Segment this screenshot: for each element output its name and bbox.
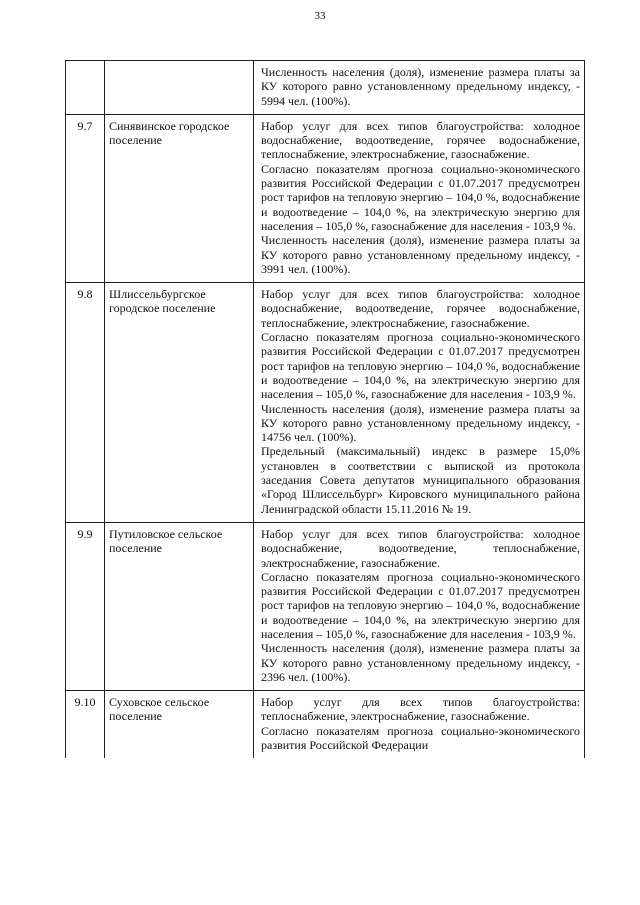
description-cell	[254, 114, 585, 282]
settlement-name: Синявинское городское поселение	[105, 114, 254, 282]
tariff-table	[65, 60, 585, 758]
settlement-name: Суховское сельское поселение	[105, 691, 254, 759]
description-paragraph: Численность населения (доля), изменение размера платы за КУ которого равно установленному предельному индексу, - 5994 чел. (100%).	[261, 65, 580, 108]
description-paragraph: Согласно показателям прогноза социально-экономического развития Российской Федерации с 01.07.2017 предусмотрен рост тарифов на тепловую энергию – 104,0 %, водоснабжение и водоотведение – 104,0 %, на электрическую энергию для населения – 105,0 %, газоснабжение для населения - 103,9 %.	[261, 161, 580, 233]
description-paragraph: Согласно показателям прогноза социально-экономического развития Российской Федерации	[261, 723, 580, 753]
row-number: 9.8	[66, 283, 105, 523]
row-number: 9.10	[66, 691, 105, 759]
description-paragraph: Набор услуг для всех типов благоустройства: холодное водоснабжение, водоотведение, горячее водоснабжение, теплоснабжение, электроснабжение, газоснабжение.	[261, 287, 580, 330]
table-row	[66, 283, 585, 523]
table-row	[66, 61, 585, 115]
table-row	[66, 522, 585, 690]
description-paragraph: Набор услуг для всех типов благоустройства: холодное водоснабжение, водоотведение, горячее водоснабжение, теплоснабжение, электроснабжение, газоснабжение.	[261, 118, 580, 162]
description-paragraph: Численность населения (доля), изменение размера платы за КУ которого равно установленному предельному индексу, - 14756 чел. (100%).	[261, 401, 580, 445]
row-number	[66, 61, 105, 115]
description-paragraph: Набор услуг для всех типов благоустройства: холодное водоснабжение, водоотведение, теплоснабжение, электроснабжение, газоснабжение.	[261, 526, 580, 570]
table-row	[66, 691, 585, 759]
description-cell	[254, 283, 585, 523]
description-cell	[254, 61, 585, 115]
row-number: 9.7	[66, 114, 105, 282]
settlement-name: Шлиссельбургское городское поселение	[105, 283, 254, 523]
description-paragraph: Численность населения (доля), изменение размера платы за КУ которого равно установленному предельному индексу, - 3991 чел. (100%).	[261, 233, 580, 276]
description-paragraph: Численность населения (доля), изменение размера платы за КУ которого равно установленному предельному индексу, - 2396 чел. (100%).	[261, 641, 580, 684]
description-paragraph: Согласно показателям прогноза социально-экономического развития Российской Федерации с 01.07.2017 предусмотрен рост тарифов на тепловую энергию – 104,0 %, водоснабжение и водоотведение – 104,0 %, на электрическую энергию для населения – 105,0 %, газоснабжение для населения - 103,9 %.	[261, 569, 580, 641]
settlement-name: Путиловское сельское поселение	[105, 522, 254, 690]
description-paragraph: Согласно показателям прогноза социально-экономического развития Российской Федерации с 01.07.2017 предусмотрен рост тарифов на тепловую энергию – 104,0 %, водоснабжение и водоотведение – 104,0 %, на электрическую энергию для населения – 105,0 %, газоснабжение для населения - 103,9 %.	[261, 330, 580, 402]
description-paragraph: Предельный (максимальный) индекс в размере 15,0% установлен в соответствии с выпиской из протокола заседания Совета депутатов муниципального образования «Город Шлиссельбург» Кировского муниципального района Ленинградской области 15.11.2016 № 19.	[261, 444, 580, 516]
row-number: 9.9	[66, 522, 105, 690]
table-row	[66, 114, 585, 282]
description-paragraph: Набор услуг для всех типов благоустройства: теплоснабжение, электроснабжение, газоснабжение.	[261, 695, 580, 724]
settlement-name	[105, 61, 254, 115]
description-cell	[254, 691, 585, 759]
page-number: 33	[314, 10, 326, 22]
description-cell	[254, 522, 585, 690]
